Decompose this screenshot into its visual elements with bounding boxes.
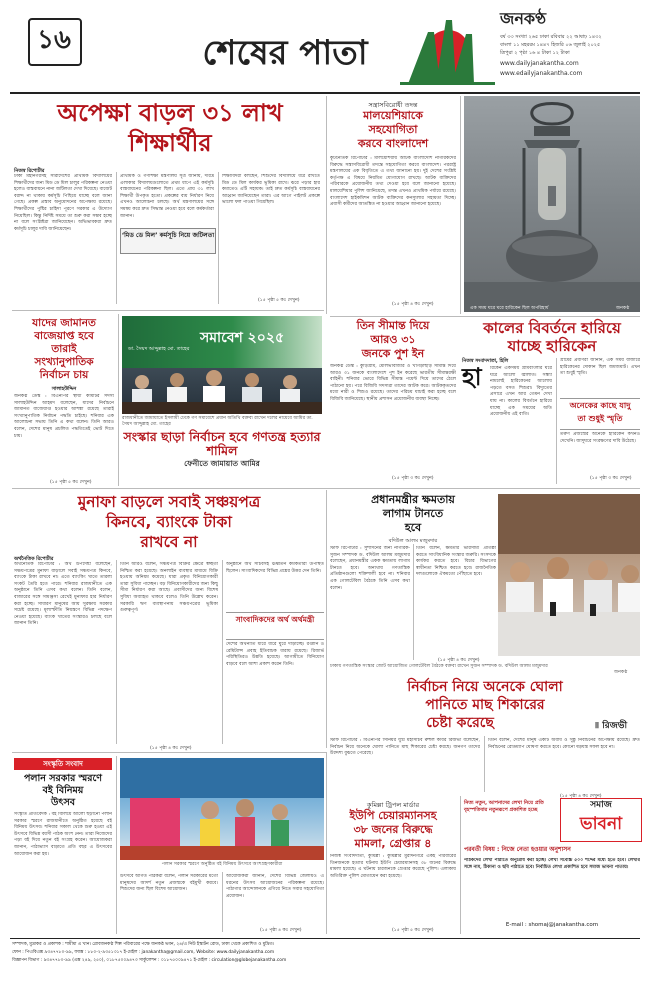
lead-subhead-text: ‘মিড ডে মিল’ কর্মসূচি নিয়ে জটিলতা	[121, 232, 215, 239]
lantern-col-divider	[556, 358, 557, 484]
website-2[interactable]: www.edailyjanakantha.com	[500, 70, 583, 77]
pm-headline-3: হবে	[404, 521, 422, 534]
guarantee-headline-2: বাজেয়াপ্ত হবে	[34, 330, 94, 342]
savings-col-3: অনুষ্ঠানে অর্থ সচিবসহ ঊর্ধ্বতন কর্মকর্তারা উপস্থিত ছিলেন। সাংবাদিকদের বিভিন্ন প্রশ্নের উত্তর দেন তিনি।	[226, 562, 324, 574]
logo: জনকণ্ঠ	[500, 9, 547, 28]
memorial-icon	[400, 12, 495, 87]
middle-rule-2	[12, 752, 326, 753]
footer-line-1: সম্পাদক, মুদ্রাকর ও প্রকাশক : শামীমা এ খান। গ্লোবজনকণ্ঠ শিল্প পরিবারের পক্ষে জনকণ্ঠ ভবন, ২৪/এ নিউ ইস্কাটন রোড, ঢাকা থেকে প্রকাশিত ও মুদ্রিত।	[12, 942, 275, 947]
savings-col-divider-2	[222, 560, 223, 744]
shomaj-title: ভাবনা	[579, 814, 623, 834]
lantern-headline-2: যাচ্ছে হারিকেন	[507, 337, 597, 355]
culture-col-divider-2	[222, 872, 223, 932]
savings-col-2: তিনি আরও বলেন, সঞ্চয়পত্র বিক্রির ক্ষেত্রে স্বচ্ছতা নিশ্চিত করা হয়েছে। অনলাইন ব্যবস্থার মাধ্যমে বিক্রি হওয়ায় অনিয়ম কমেছে। যারা প্রকৃত বিনিয়োগকারী তারা সুবিধা পাচ্ছেন। বড় বিনিয়োগকারীদের জন্য কিছু সীমা নির্ধারণ করা আছে। প্রবাসীদের জন্য বিশেষ সুবিধা অব্যাহত থাকবে বলেও তিনি উল্লেখ করেন। সরকারি ঋণ ব্যবস্থাপনায় সঞ্চয়পত্রের ভূমিকা গুরুত্বপূর্ণ।	[120, 562, 218, 614]
comilla-headline-2: ৩৮ জনের বিরুদ্ধে	[353, 823, 433, 836]
book-festival-icon	[120, 758, 324, 860]
savings-col-1: অর্থনৈতিক রিপোর্টার : অর্থ উপদেষ্টা বলেছেন, সঞ্চয়পত্রের মুনাফা বাড়ালে সবাই সঞ্চয়পত্র কিনবে, ব্যাংকে টাকা রাখবে না। এতে ব্যাংকিং খাতে তারল্য সংকট তৈরি হতে পারে। শনিবার রাজধানীতে এক অনুষ্ঠানে তিনি এসব কথা বলেন। তিনি বলেন, বাজারের সঙ্গে সামঞ্জস্য রেখেই মুনাফার হার নির্ধারণ করা হচ্ছে। সাধারণ মানুষের আয় সুরক্ষায় সরকার সচেষ্ট রয়েছে। মূল্যস্ফীতি নিয়ন্ত্রণে বিভিন্ন পদক্ষেপ নেওয়া হয়েছে। ব্যাংক খাতের সংস্কারও চলছে বলে জানান তিনি।	[14, 562, 112, 627]
lantern-sub-headline-2: তা শুধুই স্মৃতি	[577, 414, 623, 423]
border-headline-2: আরও ৩১	[370, 333, 416, 346]
culture-headline-3: উৎসব	[50, 797, 76, 808]
fishing-col-2: তিনি বলেন, দেশের মানুষ একটি অবাধ ও সুষ্ঠু নির্বাচনের অপেক্ষায় রয়েছে। দ্রুত নির্বাচনের রোডম্যাপ ঘোষণা করতে হবে। কোনো ষড়যন্ত্র সফল হবে না।	[488, 738, 640, 750]
lead-col-divider-2	[218, 172, 219, 304]
lead-subhead-box	[120, 228, 216, 254]
comilla-left-divider	[326, 752, 327, 934]
savings-col-4: দেশের অর্থনীতি ধীরে ধীরে ঘুরে দাঁড়াচ্ছে। রপ্তানি ও রেমিট্যান্স প্রবাহ ইতিবাচক ধারায় রয়েছে। রিজার্ভ পরিস্থিতিরও উন্নতি হয়েছে। আগামীতে বিনিয়োগ বাড়বে বলে আশা প্রকাশ করেন তিনি।	[226, 642, 324, 667]
pm-col-divider	[413, 544, 414, 660]
lantern-col-1: রিকেন একসময় গ্রামবাংলার ঘরে ঘরে আলো জ্বালাত। সন্ধ্যা নামলেই হারিকেনের আলোয় পড়তে বসত শিশুরা। বিদ্যুতের প্রসারে এখন আর তেমন দেখা যায় না। কালের বিবর্তনে হারিয়ে যাচ্ছে এক সময়ের অতি প্রয়োজনীয় এই বাতি।	[490, 366, 552, 418]
culture-continued: (১৫ পৃষ্ঠা ৪ কঃ দেখুন)	[260, 928, 302, 933]
roundtable-photo	[498, 494, 640, 656]
culture-col-3: আয়োজকরা জানান, দেশের বিভিন্ন জেলায়ও এ ধরনের উৎসব আয়োজনের পরিকল্পনা রয়েছে। পাঠাগার আন্দোলনকে এগিয়ে নিতে সবার সহযোগিতা প্রয়োজন।	[226, 874, 324, 899]
lead-bottom-rule	[12, 310, 324, 311]
lantern-col-3: তরুণ প্রজন্মের অনেকে হারিকেন কখনও দেখেনি। জাদুঘরে সংরক্ষণের দাবি উঠেছে।	[560, 432, 640, 444]
lead-continued: (১৫ পৃষ্ঠা ৫ কঃ দেখুন)	[258, 298, 300, 303]
masthead	[0, 0, 650, 100]
malaysia-left-divider	[326, 96, 327, 314]
guarantee-continued: (১৫ পৃষ্ঠা ৫ কঃ দেখুন)	[50, 480, 92, 485]
culture-col-2: উৎসবে আগত পাঠকরা বলেন, পলান সরকারের মতো মানুষদের আদর্শ নতুন প্রজন্মকে বইমুখী করবে। শিশুদের জন্য ছিল বিশেষ আয়োজন।	[120, 874, 218, 893]
comilla-kicker: কুমিল্লা ট্রিপল মার্ডার	[366, 801, 420, 809]
savings-byline: অর্থনৈতিক রিপোর্টার	[14, 557, 54, 562]
roundtable-credit: জনকণ্ঠ	[614, 670, 628, 675]
shomaj-body: পাঠকদের লেখা পাঠাতে অনুরোধ করা হচ্ছে। লেখা সর্বোচ্চ ৫০০ শব্দের মধ্যে হতে হবে। লেখার সঙ্গে নাম, ঠিকানা ও ছবি পাঠাতে হবে। নির্বাচিত লেখা প্রকাশিত হবে সমাজ ভাবনা পাতায়।	[464, 858, 640, 870]
pm-col-2: তিনি বলেন, ক্ষমতার ভারসাম্য প্রতিষ্ঠা করতে সাংবিধানিক সংস্কার জরুরি। সংসদকে কার্যকর করতে হবে। বিচার বিভাগের স্বাধীনতা নিশ্চিত করতে হবে। রাজনৈতিক দলগুলোকে ঐকমত্যে পৌঁছাতে হবে।	[416, 546, 496, 578]
savings-continued: (১৫ পৃষ্ঠা ৪ কঃ দেখুন)	[150, 746, 192, 751]
guarantee-headline-5: নির্বাচন চায়	[39, 369, 89, 381]
shomaj-left-divider	[460, 796, 461, 934]
meta-line-3: ত্রিপুরা ২ পৃষ্ঠা ১৬ ৪ টাকা ১২ টাকা	[500, 50, 570, 56]
malaysia-headline-2: সহযোগিতা	[368, 123, 418, 136]
shomaj-tag: সমাজ	[590, 800, 612, 810]
fishing-headline-3: চেষ্টা করেছে	[426, 715, 494, 731]
conference-people	[122, 368, 322, 414]
lantern-credit: জনকণ্ঠ	[616, 306, 630, 311]
lantern-dropcap: হা	[462, 363, 482, 391]
meta-line-1: বর্ষ ৩৩ সংখ্যা ২৬৫ ঢাকা রবিবার ২২ আষাঢ় ১৪৩২	[500, 34, 602, 40]
lantern-caption: এক সময় ঘরে ঘরে হারিকেন ছিল অপরিহার্য	[470, 306, 549, 311]
conference-banner-text: সমাবেশ ২০২৫	[200, 330, 285, 346]
footer-line-3: বিজ্ঞাপন বিভাগ : ৯৩৪৭৭৮০-৯৯ (এক্স ২৪৯, ২৫০), ০১৮৭৫০০৯৪৭৩ সার্কুলেশন : ০১৮৭৫০০৯৪৭১ ই-মেইল : circulation@globejanakantha.com	[12, 958, 287, 963]
comilla-continued: (১৫ পৃষ্ঠা ৫ কঃ দেখুন)	[392, 928, 434, 933]
culture-col-1: সংস্কৃতি প্রতিবেদক : বই বিলিয়ে আলো ছড়ানো পলান সরকার স্মরণে রাজধানীতে অনুষ্ঠিত হয়েছে বই বিনিময় উৎসব। শনিবার সকাল থেকে শুরু হওয়া এই উৎসবে বিভিন্ন বয়সী পাঠক অংশ নেন। তারা নিজেদের পড়া বই দিয়ে নতুন বই সংগ্রহ করেন। আয়োজকরা জানান, পাঠাভ্যাস বাড়াতে প্রতি বছর এ উৎসবের আয়োজন করা হয়।	[14, 812, 112, 857]
lead-col-1: ঢাকা মহানগরসহ সারাদেশের প্রাথমিক বিদ্যালয়ের শিক্ষার্থীদের জন্য মিড ডে মিল চালুর পরিকল্পনা নেওয়া হলেও বাস্তবায়নে নানা জটিলতা দেখা দিয়েছে। বাজেট বরাদ্দ না থাকায় কর্মসূচি পিছিয়ে যাচ্ছে বলে জানা গেছে। প্রকল্প প্রস্তাব অনুমোদনের অপেক্ষায় রয়েছে। শিক্ষার্থীদের পুষ্টির চাহিদা পূরণে সরকার এ উদ্যোগ নিয়েছিল। কিন্তু নির্দিষ্ট সময়ে তা শুরু করা সম্ভব হচ্ছে না বলে সংশ্লিষ্টরা জানিয়েছেন। অভিভাবকরা দ্রুত কর্মসূচি চালুর দাবি জানিয়েছেন।	[14, 174, 112, 232]
savings-headline-2: কিনবে, ব্যাংকে টাকা	[106, 513, 232, 531]
culture-tag-bar	[14, 758, 112, 770]
footer-line-2: ফোন : পিএবিএক্স ৯৩৪৭৭৮০-৯৯, ফ্যাক্স : ৮৮০-২-৯৩৫১৩১৭ ই-মেইল : janakantha@gmail.com, Website: www.dailyjanakantha.com	[12, 950, 275, 955]
masthead-rule	[10, 92, 640, 94]
middle-rule-1	[12, 488, 640, 489]
savings-headline-1: মুনাফা বাড়লে সবাই সঞ্চয়পত্র	[77, 493, 261, 511]
lead-col-divider-1	[116, 172, 117, 304]
pm-continued: (১৫ পৃষ্ঠা ৪ কঃ দেখুন)	[438, 658, 480, 663]
comilla-body: নিজস্ব সংবাদদাতা, কুমিল্লা : কুমিল্লার মুরাদনগরে একই পরিবারের তিনজনকে হত্যার ঘটনায় ইউপি চেয়ারম্যানসহ ৩৮ জনের বিরুদ্ধে মামলা হয়েছে। এ ঘটনায় চারজনকে গ্রেপ্তার করেছে পুলিশ। এলাকায় অতিরিক্ত পুলিশ মোতায়েন করা হয়েছে।	[330, 854, 456, 879]
fishing-col-1: স্টাফ রিপোর্টার : বিএনপির সিনিয়র যুগ্ম মহাসচিব রুহুল কবির রিজভী বলেছেন, নির্বাচন নিয়ে অনেকে ঘোলা পানিতে মাছ শিকারের চেষ্টা করছে। জনগণ তাদের উদ্দেশ্য বুঝতে পেরেছে।	[330, 738, 480, 757]
border-continued: (১৫ পৃষ্ঠা ৩ কঃ দেখুন)	[392, 476, 434, 481]
lantern-sub-box	[560, 398, 640, 430]
section-title: শেষের পাতা	[202, 33, 368, 73]
pm-byline: বদিউল আলম মজুমদার	[388, 538, 438, 544]
shomaj-email[interactable]: E-mail : shomaj@janakantha.com	[505, 922, 599, 928]
conference-headline: সংস্কার ছাড়া নির্বাচন হবে গণতন্ত্র হত্যার শামিল	[123, 429, 321, 458]
fishing-continued: (১৫ পৃষ্ঠা ৪ কঃ দেখুন)	[560, 794, 602, 799]
footer-rule	[10, 938, 640, 939]
malaysia-continued: (১৫ পৃষ্ঠা ৪ কঃ দেখুন)	[392, 302, 434, 307]
malaysia-kicker: সন্ত্রাসবিরোধী তদন্ত	[368, 101, 418, 109]
website-1[interactable]: www.dailyjanakantha.com	[500, 60, 579, 67]
savings-box-headline: সাংবাদিকদের অর্থ অর্থমন্ত্রী	[235, 615, 315, 624]
savings-box	[226, 612, 324, 640]
culture-tag: সংস্কৃতি সংবাদ	[43, 760, 83, 768]
fishing-attribution: ॥ রিজভী	[594, 721, 628, 731]
pm-left-divider	[326, 490, 327, 748]
conference-left-divider	[118, 314, 119, 486]
lead-byline: নিজস্ব রিপোর্টার	[14, 169, 45, 174]
culture-headline-1: পলান সরকার স্মরণে	[23, 773, 103, 784]
border-headline-3: জনকে পুশ ইন	[361, 347, 425, 360]
lantern-left-divider	[460, 96, 461, 314]
conference-speaker: ডা. সৈয়দ আব্দুল্লাহ মো. তাহের	[128, 346, 190, 352]
lead-col-3: শিক্ষাবিদরা বলছেন, শিশুদের বিদ্যালয়ে ধরে রাখতে মিড ডে মিল কার্যকর ভূমিকা রাখে। ঝরে পড়ার হার কমাতেও এটি সহায়ক। তাই দ্রুত কর্মসূচি বাস্তবায়নের আহ্বান জানিয়েছেন তারা। এর আগে পাইলট প্রকল্পে ভালো ফল পাওয়া গিয়েছিল।	[222, 174, 320, 206]
lantern-byline: নিজস্ব সংবাদদাতা, হিলি	[462, 359, 509, 364]
conference-banner	[122, 316, 322, 368]
page-number-border	[28, 18, 82, 66]
pm-headline-1: প্রধানমন্ত্রীর ক্ষমতায়	[371, 493, 455, 506]
culture-headline-2: বই বিনিময়	[42, 785, 84, 796]
conference-photo	[122, 316, 322, 414]
culture-photo	[120, 758, 324, 860]
crowd-icon	[122, 368, 322, 414]
guarantee-body: জনকণ্ঠ ডেস্ক : বিএনপির স্থায়ী কমিটির সদস্য সালাহউদ্দিন আহমদ বলেছেন, যাদের নির্বাচনে জামানত বাজেয়াপ্ত হওয়ার আশঙ্কা রয়েছে তারাই সংখ্যানুপাতিক নির্বাচন পদ্ধতি চাইছে। শনিবার এক আলোচনা সভায় তিনি এ কথা বলেন। তিনি আরও বলেন, দেশের মানুষ প্রচলিত পদ্ধতিতেই ভোট দিতে চায়।	[14, 394, 114, 439]
meta-line-2: বাংলা ১১ মহররম ১৪৪৭ হিজরি ০৬ জুলাই ২০২৫	[500, 42, 601, 48]
comilla-headline-1: ইউপি চেয়ারম্যানসহ	[349, 809, 437, 822]
lantern-icon	[464, 96, 640, 312]
culture-col-divider	[116, 756, 117, 934]
lantern-continued: (১৫ পৃষ্ঠা ৩ কঃ দেখুন)	[590, 476, 632, 481]
shomaj-headline: পরবর্তী বিষয় : নিজে নেতা হওয়ার অনুশাসন	[464, 846, 571, 853]
masthead-logo-area	[400, 12, 495, 87]
shomaj-box	[560, 798, 642, 842]
lantern-sub-headline-1: অনেকের কাছে যাদু	[569, 401, 631, 410]
guarantee-headline-1: যাদের জামানত	[32, 317, 96, 329]
guarantee-headline-3: তারাই	[51, 343, 77, 355]
fishing-headline-1: নির্বাচন নিয়ে অনেকে ঘোলা	[407, 679, 563, 695]
upper-section-rule	[330, 316, 640, 317]
pm-col-1: স্টাফ রিপোর্টার : সুশাসনের জন্য নাগরিক-সুজন সম্পাদক ড. বদিউল আলম মজুমদার বলেছেন, প্রধানমন্ত্রীর একক ক্ষমতায় লাগাম টানতে হবে। অন্যথায় গণতান্ত্রিক প্রতিষ্ঠানগুলো শক্তিশালী হবে না। শনিবার এক গোলটেবিল বৈঠকে তিনি এসব কথা বলেন।	[330, 546, 410, 591]
shomaj-intro: নিত্য নতুন, আপনাদের লেখা নিয়ে প্রতি বৃহস্পতিবার নতুনরূপে প্রকাশিত হচ্ছে	[464, 800, 544, 813]
pm-headline-2: লাগাম টানতে	[382, 507, 444, 520]
malaysia-headline-1: মালয়েশিয়াকে	[363, 109, 423, 122]
lantern-photo	[464, 96, 640, 312]
roundtable-icon	[498, 494, 640, 656]
border-body: জনকণ্ঠ ডেস্ক : কুড়িগ্রাম, মৌলভীবাজার ও খাগড়াছড়ি সীমান্ত দিয়ে আরও ৩১ জনকে বাংলাদেশে পুশ ইন করেছে ভারতীয় সীমান্তরক্ষী বাহিনী। শনিবার ভোরে বিভিন্ন সীমান্ত পয়েন্ট দিয়ে তাদের ঠেলে পাঠানো হয়। পরে বিজিবি সদস্যরা তাদের আটক করে। আটককৃতদের মধ্যে নারী ও শিশুও রয়েছে। তাদের পরিচয় যাচাই করা হচ্ছে বলে বিজিবি জানিয়েছে। স্থানীয় প্রশাসন প্রয়োজনীয় ব্যবস্থা নিচ্ছে।	[330, 364, 456, 402]
lead-headline-2: শিক্ষার্থীর	[128, 129, 212, 157]
conference-subhead: ফেনীতে জামায়াত আমির	[184, 459, 260, 468]
conference-caption: রাজধানীতে জামায়াতে ইসলামী ঢেকে গণ সমাবেশে প্রধান অতিথি বক্তব্য রাখেন দলের নায়েবে আমির ডা. সৈয়দ আব্দুল্লাহ মো. তাহের	[122, 416, 313, 427]
page-number: ১৬	[37, 25, 71, 55]
culture-photo-caption: পলান সরকার স্মরণে অনুষ্ঠিত বই বিনিময় উৎসবে অংশগ্রহণকারীরা	[161, 862, 283, 867]
lantern-col-2: গ্রামের প্রবীণরা জানান, এক সময় বাজারে হারিকেনের দোকান ছিল জমজমাট। এখন তা শুধুই স্মৃতি।	[560, 358, 640, 377]
lead-headline-1: অপেক্ষা বাড়ল ৩১ লাখ	[57, 99, 283, 127]
guarantee-byline: সালাহউদ্দিন	[51, 386, 77, 392]
guarantee-headline-4: সংখ্যানুপাতিক	[34, 356, 94, 368]
malaysia-headline-3: করবে বাংলাদেশ	[357, 137, 429, 150]
roundtable-caption: ঢাকায় গণতান্ত্রিক সংস্কার জোট আয়োজিত গোলটেবিল বৈঠকে বক্তব্য রাখেন সুজন সম্পাদক ড. বদিউল আলম মজুমদার	[330, 664, 548, 669]
savings-headline-3: রাখবে না	[140, 533, 198, 551]
malaysia-body: কূটনৈতিক রিপোর্টার : মালয়েশিয়ায় আটক বাংলাদেশি নাগরিকদের বিরুদ্ধে সন্ত্রাসবিরোধী তদন্তে সহযোগিতা করবে বাংলাদেশ। পররাষ্ট্র মন্ত্রণালয়ের এক বিবৃতিতে এ তথ্য জানানো হয়। দুই দেশের সংশ্লিষ্ট কর্তৃপক্ষ এ বিষয়ে নিয়মিত যোগাযোগ রাখছে। আটক ব্যক্তিদের পরিবারকে প্রয়োজনীয় তথ্য দেওয়া হবে বলে জানানো হয়েছে। মালয়েশিয়ার পুলিশ জানিয়েছে, তদন্ত এখনও প্রাথমিক পর্যায়ে রয়েছে। বাংলাদেশ হাইকমিশন আটক ব্যক্তিদের কনস্যুলার সহায়তা দিচ্ছে। প্রবাসী কর্মীদের আতঙ্কিত না হওয়ার আহ্বান জানানো হয়েছে।	[330, 156, 456, 208]
border-headline-1: তিন সীমান্ত দিয়ে	[356, 319, 430, 332]
lantern-headline-1: কালের বিবর্তনে হারিয়ে	[483, 319, 621, 337]
lead-col-2: প্রাথমিক ও গণশিক্ষা মন্ত্রণালয় সূত্র জানায়, দরিদ্র এলাকার বিদ্যালয়গুলোতে প্রথম ধাপে এই কর্মসূচি বাস্তবায়নের পরিকল্পনা ছিল। এতে প্রায় ৩১ লাখ শিক্ষার্থী উপকৃত হতো। প্রকল্পের ব্যয় নির্ধারণ নিয়ে এখনও আলোচনা চলছে। অর্থ মন্ত্রণালয়ের সঙ্গে সমন্বয় করে দ্রুত সিদ্ধান্ত নেওয়া হবে বলে কর্মকর্তারা জানান।	[120, 174, 214, 219]
comilla-headline-3: মামলা, গ্রেপ্তার ৪	[354, 837, 432, 850]
fishing-headline-2: পানিতে মাছ শিকারের	[425, 697, 545, 713]
fishing-col-divider	[484, 736, 485, 792]
savings-col-divider-1	[116, 560, 117, 744]
